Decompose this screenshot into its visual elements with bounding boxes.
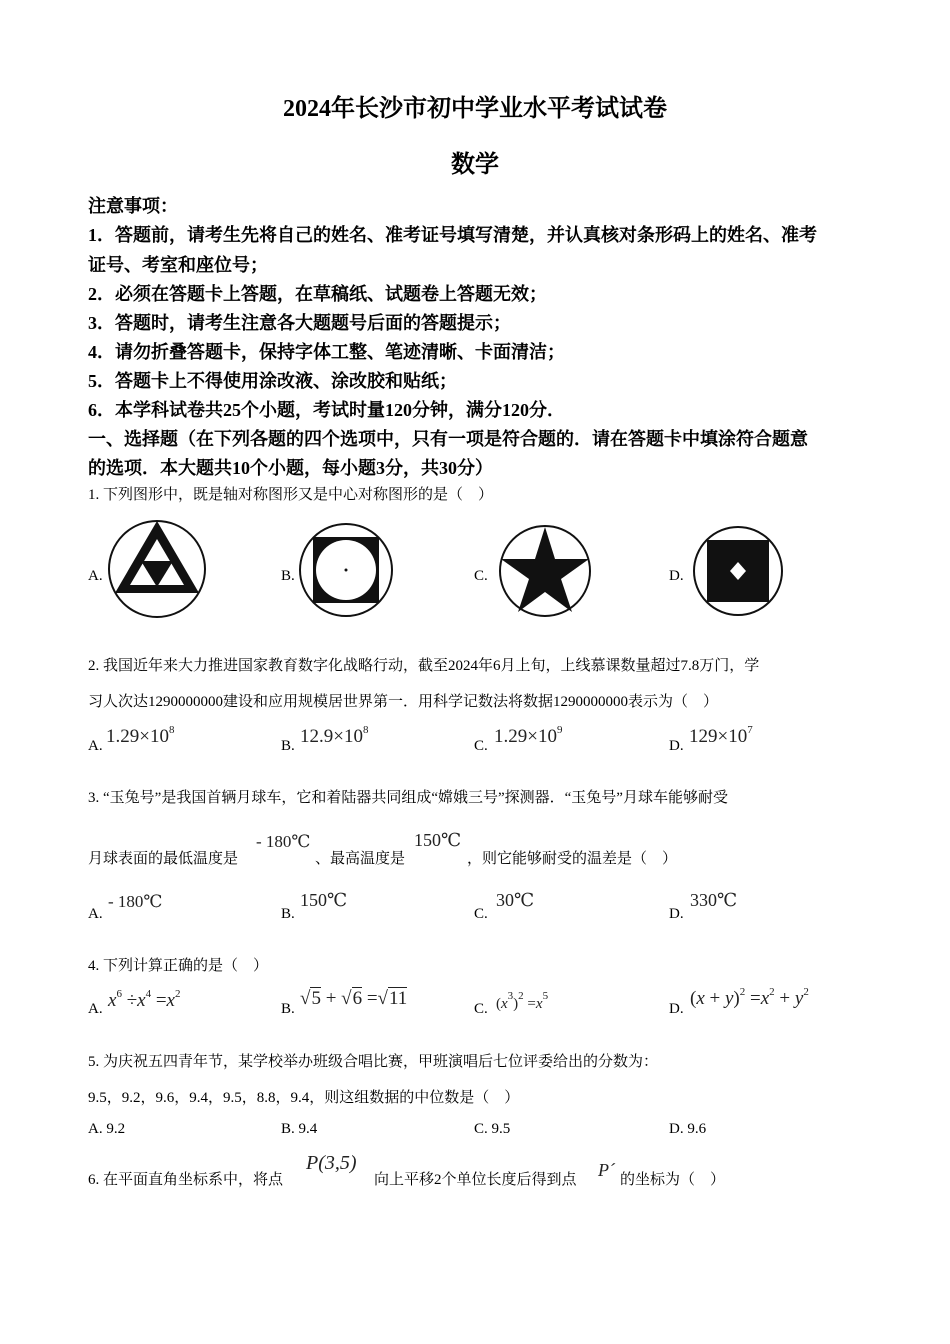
q2-option-b-value: $12.9\times 10^8$ [300,724,369,747]
question-3-stem: 3. “玉兔号”是我国首辆月球车，它和着陆器共同组成“嫦娥三号”探测器．“玉兔号”月球车能够耐受 [88,790,728,806]
notice-item: 1．答题前，请考生先将自己的姓名、准考证号填写清楚，并认真核对条形码上的姓名、准考 [88,225,817,245]
q3-option-a-value: - 180℃ [108,892,163,911]
q2-option-a-value: $1.29\times 10^8$ [106,724,175,747]
question-5-stem: 9.5，9.2，9.6，9.4，9.5，8.8，9.4，则这组数据的中位数是（ ） [88,1090,520,1106]
q4-option-c-label: C. [474,1001,488,1017]
q3-option-c-label: C. [474,906,488,922]
section-heading: 一、选择题（在下列各题的四个选项中，只有一项是符合题的．请在答题卡中填涂符合题意 [88,429,808,449]
question-3-stem-part: 月球表面的最低温度是 [88,851,239,867]
q1-option-a-label: A. [88,568,103,584]
q3-option-d-value: 330℃ [690,890,738,910]
question-2-stem: 2. 我国近年来大力推进国家教育数字化战略行动，截至2024年6月上旬，上线慕课数量超过7.8万门，学 [88,658,760,674]
section-heading: 的选项．本大题共10个小题，每小题3分，共30分） [88,458,493,478]
subject-title: 数学 [451,152,499,178]
q5-option-a: A. 9.2 [88,1121,126,1137]
circle-star-figure [495,521,595,621]
q4-option-b-label: B. [281,1001,295,1017]
q3-option-b-value: 150℃ [300,890,348,910]
q4-option-d-label: D. [669,1001,684,1017]
q2-option-c-label: C. [474,738,488,754]
question-6-stem-part: 的坐标为（ ） [620,1172,726,1188]
point-p-prime: P´ [598,1160,615,1180]
q2-option-d-label: D. [669,738,684,754]
notice-item: 5．答题卡上不得使用涂改液、涂改胶和贴纸； [88,371,457,391]
low-temperature: - 180℃ [256,832,311,851]
question-1-stem: 1. 下列图形中，既是轴对称图形又是中心对称图形的是（ ） [88,487,494,503]
q2-option-d-value: $129\times 10^7$ [689,724,753,747]
point-p: P(3,5) [306,1152,357,1174]
q3-option-c-value: 30℃ [496,890,535,910]
question-3-stem-part: ，则它能够耐受的温差是（ ） [467,851,678,867]
question-4-stem: 4. 下列计算正确的是（ ） [88,958,269,974]
q2-option-c-value: $1.29\times 10^9$ [494,724,563,747]
q1-option-d-label: D. [669,568,684,584]
q4-option-b-expression: √5 + √6 =√11 [300,988,408,1009]
notice-item: 2．必须在答题卡上答题，在草稿纸、试题卷上答题无效； [88,284,547,304]
square-diamond-figure [690,523,786,619]
q4-option-a-label: A. [88,1001,103,1017]
notice-item: 3．答题时，请考生注意各大题题号后面的答题提示； [88,313,511,333]
question-5-stem: 5. 为庆祝五四青年节，某学校举办班级合唱比赛，甲班演唱后七位评委给出的分数为： [88,1054,659,1070]
q3-option-b-label: B. [281,906,295,922]
q5-option-d: D. 9.6 [669,1121,707,1137]
notice-item: 证号、考室和座位号； [88,255,268,275]
circle-triangle-figure [106,517,208,621]
question-3-stem-part: 、最高温度是 [315,851,406,867]
q2-option-b-label: B. [281,738,295,754]
question-2-stem: 习人次达1290000000建设和应用规模居世界第一．用科学记数法将数据1290000000表示为（ ） [88,694,719,710]
notice-item: 4．请勿折叠答题卡，保持字体工整、笔迹清晰、卡面清洁； [88,342,565,362]
q4-option-a-expression: $x^6 \div x^4 =x^2$ [108,988,181,1011]
q5-option-c: C. 9.5 [474,1121,511,1137]
q5-option-b: B. 9.4 [281,1121,318,1137]
exam-title: 2024年长沙市初中学业水平考试试卷 [283,96,667,122]
high-temperature: 150℃ [414,830,462,850]
square-circle-figure [296,520,396,620]
notice-heading: 注意事项： [88,196,178,216]
q1-option-c-label: C. [474,568,488,584]
q3-option-d-label: D. [669,906,684,922]
q4-option-c-expression: $(x^3)^2 =x^5$ [496,990,549,1012]
question-6-stem-part: 6. 在平面直角坐标系中，将点 [88,1172,284,1188]
q1-option-b-label: B. [281,568,295,584]
notice-item: 6．本学科试卷共25个小题，考试时量120分钟，满分120分． [88,400,565,420]
q3-option-a-label: A. [88,906,103,922]
q4-option-d-expression: $(x + y)^2 =x^2 + y^2$ [690,986,809,1009]
question-6-stem-part: 向上平移2个单位长度后得到点 [374,1172,577,1188]
q2-option-a-label: A. [88,738,103,754]
